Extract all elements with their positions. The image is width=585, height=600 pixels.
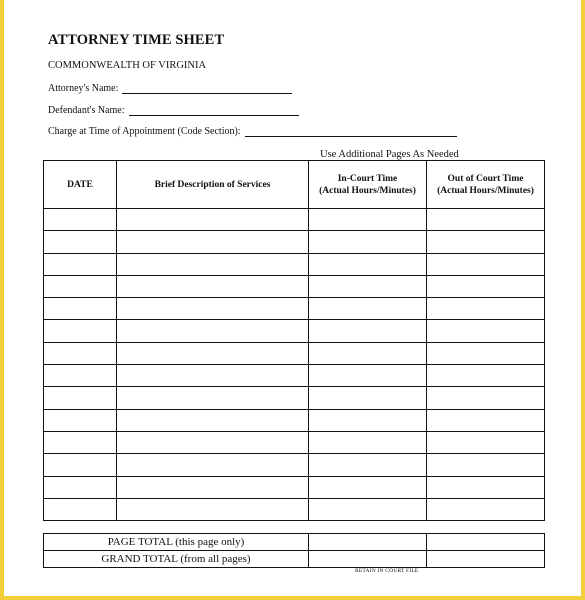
column-header-out-of-court: Out of Court Time (Actual Hours/Minutes) (427, 161, 545, 209)
out-of-court-time-cell[interactable] (427, 253, 545, 275)
date-cell[interactable] (44, 342, 117, 364)
description-cell[interactable] (117, 253, 309, 275)
table-row (44, 275, 545, 297)
date-cell[interactable] (44, 320, 117, 342)
column-header-in-court: In-Court Time (Actual Hours/Minutes) (309, 161, 427, 209)
date-cell[interactable] (44, 275, 117, 297)
table-body (44, 209, 545, 521)
description-cell[interactable] (117, 275, 309, 297)
in-court-time-cell[interactable] (309, 342, 427, 364)
out-of-court-time-cell[interactable] (427, 365, 545, 387)
in-court-time-cell[interactable] (309, 387, 427, 409)
in-court-time-cell[interactable] (309, 298, 427, 320)
defendant-name-label: Defendant's Name: (48, 105, 125, 116)
date-cell[interactable] (44, 231, 117, 253)
page-total-label: PAGE TOTAL (this page only) (44, 534, 309, 551)
table-row (44, 431, 545, 453)
date-cell[interactable] (44, 387, 117, 409)
table-row (44, 409, 545, 431)
description-cell[interactable] (117, 342, 309, 364)
date-cell[interactable] (44, 253, 117, 275)
description-cell[interactable] (117, 365, 309, 387)
out-of-court-time-cell[interactable] (427, 498, 545, 520)
retain-in-court-file-note: RETAIN IN COURT FILE (355, 568, 419, 574)
out-of-court-time-cell[interactable] (427, 342, 545, 364)
grand-total-label: GRAND TOTAL (from all pages) (44, 551, 309, 568)
date-cell[interactable] (44, 365, 117, 387)
description-cell[interactable] (117, 431, 309, 453)
in-court-time-cell[interactable] (309, 476, 427, 498)
table-header-row (44, 161, 545, 209)
description-cell[interactable] (117, 231, 309, 253)
page-total-in-court-cell[interactable] (309, 534, 427, 551)
in-court-time-cell[interactable] (309, 409, 427, 431)
page-total-row (44, 534, 545, 551)
column-header-date: DATE (44, 161, 117, 209)
defendant-name-row (48, 104, 299, 116)
out-of-court-time-cell[interactable] (427, 275, 545, 297)
attorney-name-label: Attorney's Name: (48, 83, 119, 94)
description-cell[interactable] (117, 387, 309, 409)
attorney-name-row (48, 82, 292, 94)
in-court-time-cell[interactable] (309, 365, 427, 387)
date-cell[interactable] (44, 209, 117, 231)
jurisdiction-subtitle: COMMONWEALTH OF VIRGINIA (48, 60, 207, 71)
charge-label: Charge at Time of Appointment (Code Section): (48, 126, 241, 137)
table-row (44, 231, 545, 253)
table-row (44, 498, 545, 520)
description-cell[interactable] (117, 498, 309, 520)
out-of-court-time-cell[interactable] (427, 387, 545, 409)
description-cell[interactable] (117, 454, 309, 476)
date-cell[interactable] (44, 454, 117, 476)
description-cell[interactable] (117, 409, 309, 431)
charge-field[interactable] (245, 125, 457, 137)
date-cell[interactable] (44, 409, 117, 431)
in-court-time-cell[interactable] (309, 320, 427, 342)
out-of-court-time-cell[interactable] (427, 409, 545, 431)
in-court-time-cell[interactable] (309, 253, 427, 275)
date-cell[interactable] (44, 298, 117, 320)
table-row (44, 454, 545, 476)
out-of-court-time-cell[interactable] (427, 231, 545, 253)
in-court-time-cell[interactable] (309, 209, 427, 231)
table-row (44, 365, 545, 387)
table-row (44, 342, 545, 364)
table-row (44, 253, 545, 275)
attorney-name-field[interactable] (122, 82, 292, 94)
defendant-name-field[interactable] (129, 104, 299, 116)
additional-pages-note: Use Additional Pages As Needed (320, 149, 459, 160)
date-cell[interactable] (44, 498, 117, 520)
column-header-description: Brief Description of Services (117, 161, 309, 209)
in-court-time-cell[interactable] (309, 431, 427, 453)
grand-total-in-court-cell[interactable] (309, 551, 427, 568)
description-cell[interactable] (117, 209, 309, 231)
grand-total-row (44, 551, 545, 568)
description-cell[interactable] (117, 320, 309, 342)
description-cell[interactable] (117, 298, 309, 320)
description-cell[interactable] (117, 476, 309, 498)
out-of-court-time-cell[interactable] (427, 454, 545, 476)
out-of-court-time-cell[interactable] (427, 476, 545, 498)
in-court-time-cell[interactable] (309, 231, 427, 253)
date-cell[interactable] (44, 476, 117, 498)
in-court-time-cell[interactable] (309, 454, 427, 476)
out-of-court-time-cell[interactable] (427, 209, 545, 231)
out-of-court-time-cell[interactable] (427, 320, 545, 342)
document-page (4, 0, 581, 596)
page-title: ATTORNEY TIME SHEET (48, 32, 225, 48)
table-row (44, 209, 545, 231)
out-of-court-time-cell[interactable] (427, 431, 545, 453)
table-row (44, 298, 545, 320)
in-court-time-cell[interactable] (309, 275, 427, 297)
time-entries-table (43, 160, 545, 521)
totals-table (43, 533, 545, 568)
charge-row (48, 125, 457, 137)
grand-total-out-of-court-cell[interactable] (427, 551, 545, 568)
table-row (44, 320, 545, 342)
table-row (44, 387, 545, 409)
date-cell[interactable] (44, 431, 117, 453)
page-total-out-of-court-cell[interactable] (427, 534, 545, 551)
out-of-court-time-cell[interactable] (427, 298, 545, 320)
in-court-time-cell[interactable] (309, 498, 427, 520)
table-row (44, 476, 545, 498)
